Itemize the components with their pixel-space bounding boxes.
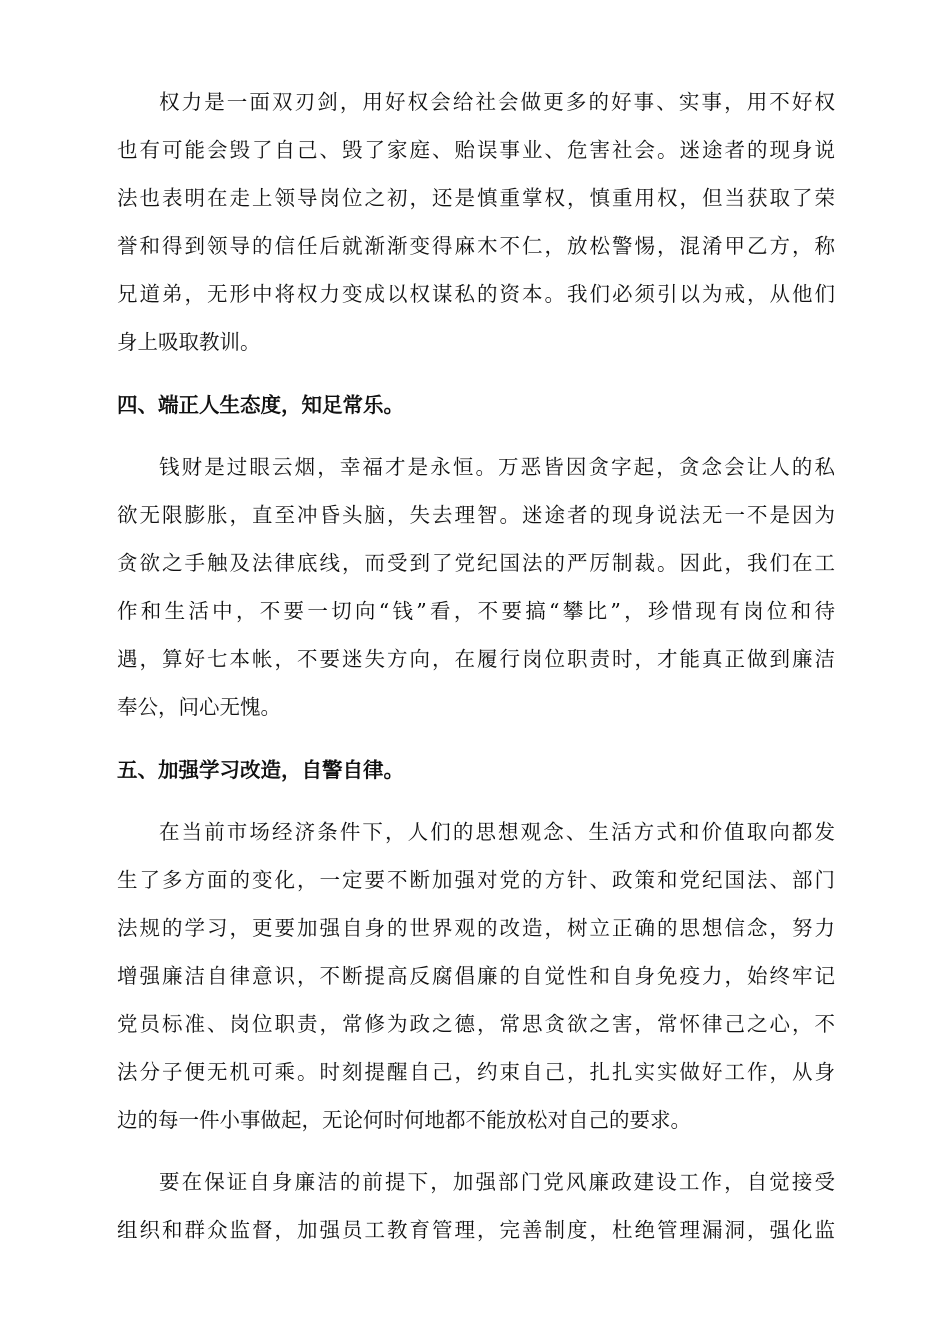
paragraph-integrity — [117, 1158, 835, 1254]
paragraph-line: 法规的学习，更要加强自身的世界观的改造，树立正确的思想信念，努力 — [117, 916, 835, 940]
paragraph-line: 法也表明在走上领导岗位之初，还是慎重掌权，慎重用权，但当获取了荣 — [117, 186, 835, 210]
paragraph-line: 誉和得到领导的信任后就渐渐变得麻木不仁，放松警惕，混淆甲乙方，称 — [117, 234, 835, 258]
paragraph-line: 组织和群众监督，加强员工教育管理，完善制度，杜绝管理漏洞，强化监 — [117, 1218, 835, 1242]
paragraph-line: 作和生活中，不要一切向“钱”看，不要搞“攀比”，珍惜现有岗位和待 — [117, 599, 835, 623]
paragraph-line: 也有可能会毁了自己、毁了家庭、贻误事业、危害社会。迷途者的现身说 — [117, 138, 835, 162]
paragraph-line: 兄道弟，无形中将权力变成以权谋私的资本。我们必须引以为戒，从他们 — [117, 282, 835, 306]
paragraph-line: 党员标准、岗位职责，常修为政之德，常思贪欲之害，常怀律己之心，不 — [117, 1012, 835, 1036]
paragraph-line: 欲无限膨胀，直至冲昏头脑，失去理智。迷途者的现身说法无一不是因为 — [117, 503, 835, 527]
paragraph-wealth — [117, 443, 835, 731]
paragraph-line: 钱财是过眼云烟，幸福才是永恒。万恶皆因贪字起，贪念会让人的私 — [159, 455, 835, 479]
section-heading-5: 五、加强学习改造，自警自律。 — [117, 758, 404, 782]
paragraph-line: 奉公，问心无愧。 — [117, 695, 281, 719]
section-heading-4: 四、端正人生态度，知足常乐。 — [117, 393, 404, 417]
paragraph-line: 生了多方面的变化，一定要不断加强对党的方针、政策和党纪国法、部门 — [117, 868, 835, 892]
paragraph-line: 身上吸取教训。 — [117, 330, 261, 354]
paragraph-line: 贪欲之手触及法律底线，而受到了党纪国法的严厉制裁。因此，我们在工 — [117, 551, 835, 575]
paragraph-line: 遇，算好七本帐，不要迷失方向，在履行岗位职责时，才能真正做到廉洁 — [117, 647, 835, 671]
paragraph-line: 边的每一件小事做起，无论何时何地都不能放松对自己的要求。 — [117, 1108, 691, 1132]
paragraph-power — [117, 78, 835, 366]
paragraph-line: 要在保证自身廉洁的前提下，加强部门党风廉政建设工作，自觉接受 — [159, 1170, 835, 1194]
paragraph-study — [117, 808, 835, 1144]
document-page — [117, 78, 835, 1254]
paragraph-line: 法分子便无机可乘。时刻提醒自己，约束自己，扎扎实实做好工作，从身 — [117, 1060, 835, 1084]
paragraph-line: 在当前市场经济条件下，人们的思想观念、生活方式和价值取向都发 — [159, 820, 835, 844]
paragraph-line: 增强廉洁自律意识，不断提高反腐倡廉的自觉性和自身免疫力，始终牢记 — [117, 964, 835, 988]
paragraph-line: 权力是一面双刃剑，用好权会给社会做更多的好事、实事，用不好权 — [159, 90, 835, 114]
